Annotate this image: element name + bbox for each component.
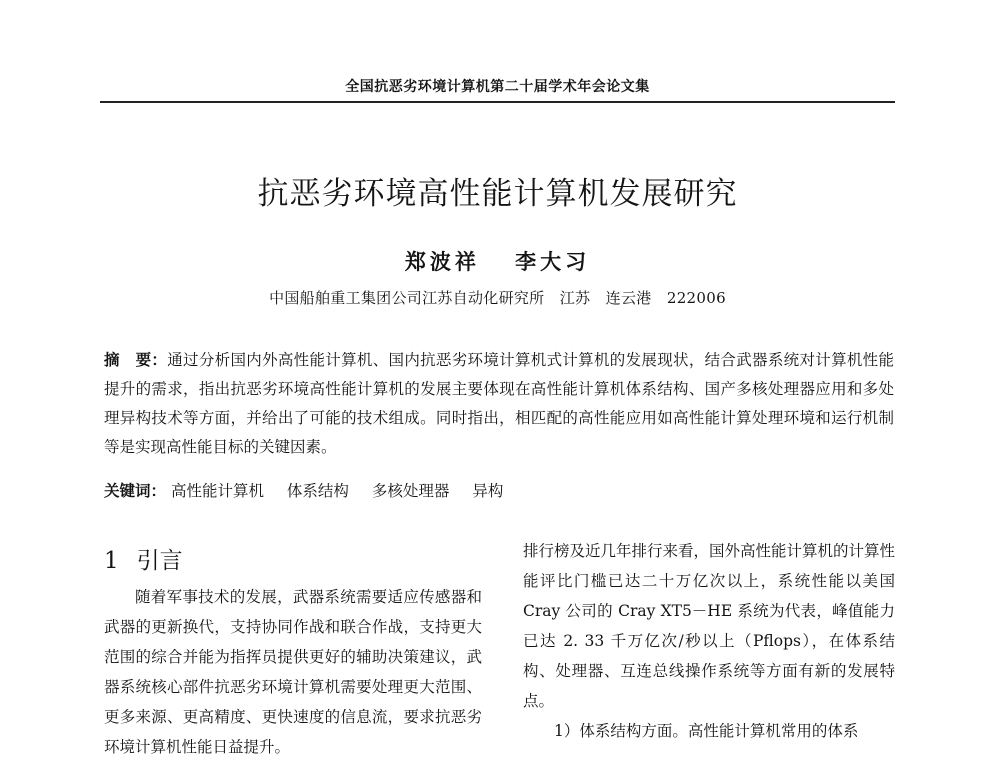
abstract (104, 345, 894, 462)
section-heading (104, 542, 183, 575)
keyword: 异构 (472, 482, 504, 500)
section-title: 引言 (136, 548, 183, 574)
header-rule (100, 101, 895, 103)
paragraph: 随着军事技术的发展，武器系统需要适应传感器和武器的更新换代，支持协同作战和联合作战，支持更大范围的综合并能为指挥员提供更好的辅助决策建议，武器系统核心部件抗恶劣环境计算机需要处理更大范围、更多来源、更高精度、更快速度的信息流，要求抗恶劣环境计算机性能日益提升。 (104, 588, 482, 756)
keywords (104, 476, 894, 506)
paragraph: 1）体系结构方面。高性能计算机常用的体系 (554, 722, 859, 740)
left-column (104, 582, 482, 762)
abstract-label: 摘 要： (104, 350, 168, 369)
section-number: 1 (104, 548, 119, 574)
paragraph: 排行榜及近几年排行来看，国外高性能计算机的计算性能评比门槛已达二十万亿次以上，系统性能以美国 Cray 公司的 Cray XT5－HE 系统为代表，峰值能力已达 2. 33 千万亿次/秒以上（Pflops），在体系结构、处理器、互连总线操作系统等方面有新的发展特点。 (523, 542, 896, 710)
running-header: 全国抗恶劣环境计算机第二十届学术年会论文集 (345, 79, 650, 95)
author-name: 李大习 (515, 249, 591, 274)
right-column (523, 536, 895, 746)
paper-title: 抗恶劣环境高性能计算机发展研究 (257, 176, 738, 212)
authors (100, 246, 895, 276)
keywords-label: 关键词： (104, 481, 167, 500)
author-name: 郑波祥 (404, 249, 480, 274)
keyword: 高性能计算机 (170, 482, 264, 500)
affiliation: 中国船舶重工集团公司江苏自动化研究所 江苏 连云港 222006 (269, 289, 726, 307)
abstract-text: 通过分析国内外高性能计算机、国内抗恶劣环境计算机式计算机的发展现状，结合武器系统对计算机性能提升的需求，指出抗恶劣环境高性能计算机的发展主要体现在高性能计算机体系结构、国产多核处理器应用和多处理异构技术等方面，并给出了可能的技术组成。同时指出，相匹配的高性能应用如高性能计算处理环境和运行机制等是实现高性能目标的关键因素。 (104, 351, 894, 456)
keyword: 体系结构 (286, 482, 349, 500)
keyword: 多核处理器 (371, 482, 450, 500)
